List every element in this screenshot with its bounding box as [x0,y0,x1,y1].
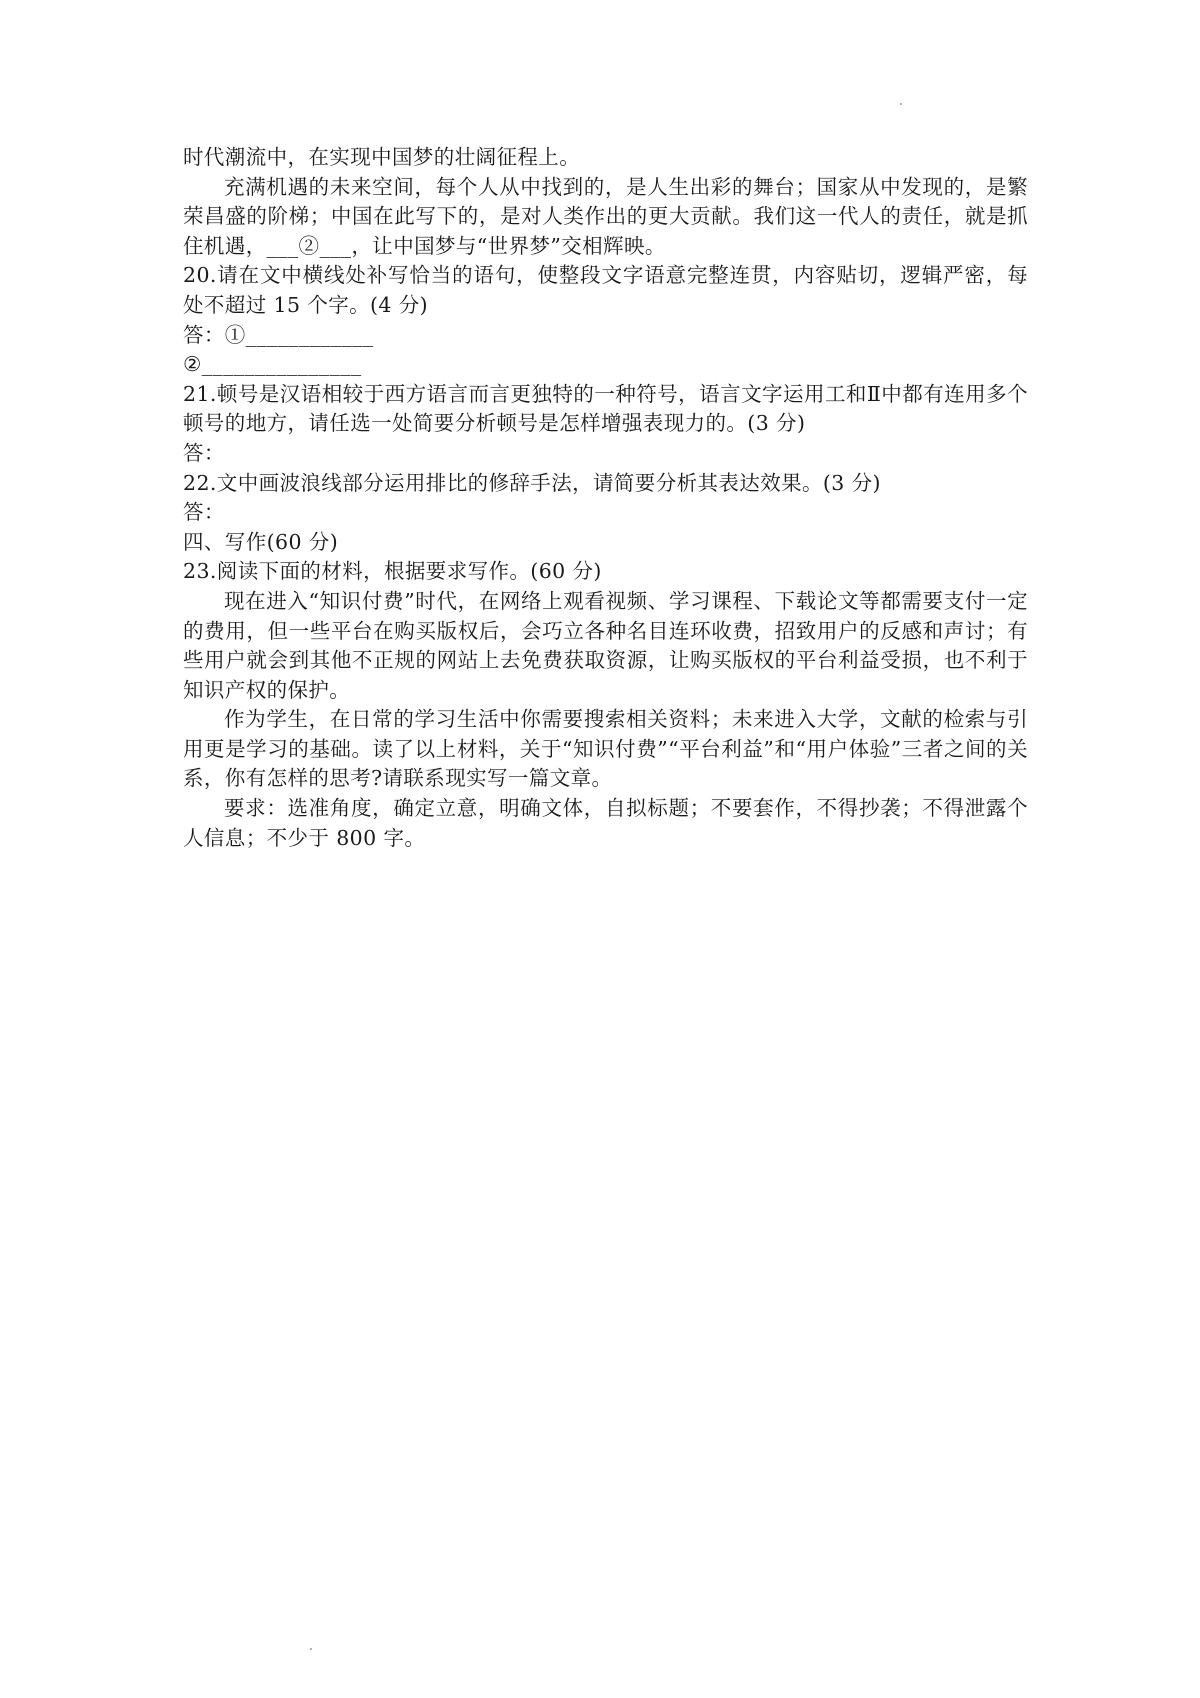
exam-text [183,143,1028,853]
answer-label: 答： [183,440,225,465]
passage-line: 时代潮流中，在实现中国梦的壮阔征程上。 [183,145,581,169]
scan-speck [900,103,902,105]
question-22: 22.文中画波浪线部分运用排比的修辞手法，请简要分析其表达效果。(3 分) [183,470,881,495]
passage-paragraph: 充满机遇的未来空间，每个人从中找到的，是人生出彩的舞台；国家从中发现的，是繁荣昌盛的阶梯；中国在此写下的，是对人类作出的更大贡献。我们这一代人的责任，就是抓住机遇，___②___，让中国梦与“世界梦”交相辉映。 [183,174,1028,258]
material-paragraph-2: 作为学生，在日常的学习生活中你需要搜索相关资料；未来进入大学，文献的检索与引用更是学习的基础。读了以上材料，关于“知识付费”“平台利益”和“用户体验”三者之间的关系，你有怎样的思考?请联系现实写一篇文章。 [183,707,1028,791]
question-23: 23.阅读下面的材料，根据要求写作。(60 分) [183,559,602,584]
answer-blank-2: ②_______________ [183,352,362,377]
question-20: 20.请在文中横线处补写恰当的语句，使整段文字语意完整连贯，内容贴切，逻辑严密，每处不超过 15 个字。(4 分) [183,263,1028,317]
scan-speck [310,1648,312,1650]
answer-blank-1: 答：①____________ [183,322,374,347]
answer-label: 答： [183,500,225,525]
section-heading-writing: 四、写作(60 分) [183,529,339,554]
material-paragraph-1: 现在进入“知识付费”时代，在网络上观看视频、学习课程、下载论文等都需要支付一定的费用，但一些平台在购买版权后，会巧立各种名目连环收费，招致用户的反感和声讨；有些用户就会到其他不正规的网站上去免费获取资源，让购买版权的平台利益受损，也不利于知识产权的保护。 [183,588,1028,702]
question-21: 21.顿号是汉语相较于西方语言而言更独特的一种符号，语言文字运用工和Ⅱ中都有连用多个顿号的地方，请任选一处简要分析顿号是怎样增强表现力的。(3 分) [183,381,1028,436]
requirements-paragraph: 要求：选准角度，确定立意，明确文体，自拟标题；不要套作，不得抄袭；不得泄露个人信息；不少于 800 字。 [183,796,1028,850]
